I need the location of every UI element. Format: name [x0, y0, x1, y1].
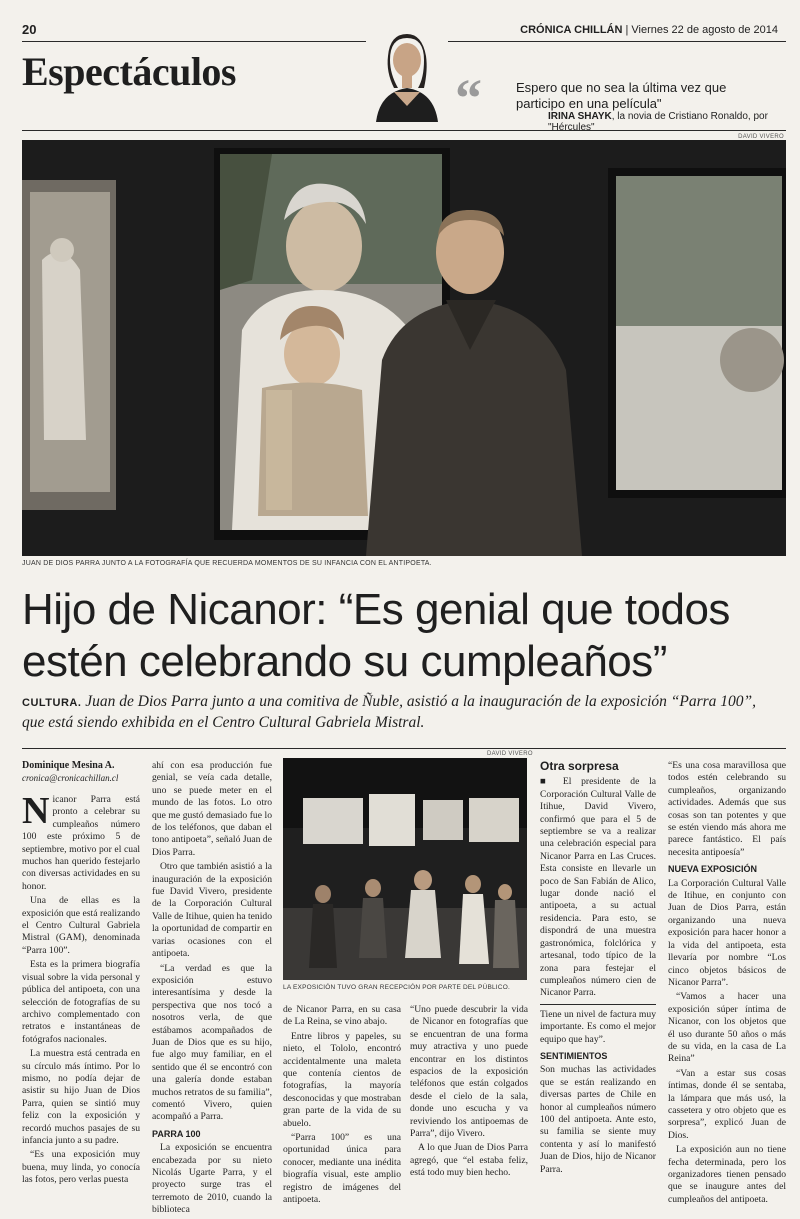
col4-paragraph-2: A lo que Juan de Dios Parra agregó, que “el estaba feliz, está todo muy bien hecho.: [410, 1142, 528, 1179]
col1-paragraph-4: La muestra está centrada en su círculo más íntimo. Por lo mismo, no podía dejar de asistir su hijo Juan de Dios Parra, quien se sintió muy feliz con la exposición y recordó muchos pasajes de su infancia junto a su padre.: [22, 1048, 140, 1146]
deck-rule: [22, 748, 786, 749]
column-2: [152, 760, 272, 1219]
col3-paragraph-1: de Nicanor Parra, en su casa de La Reina, se vino abajo.: [283, 1004, 401, 1028]
pullquote-attr-rest: , la novia de Cristiano Ronaldo, por "Hércules": [548, 111, 768, 133]
sidebar-heading: Otra sorpresa: [540, 759, 619, 773]
col5-paragraph-1: ■ El presidente de la Corporación Cultural Valle de Itihue, David Vivero, confirmó que para el 5 de septiembre se va a realizar una celebración especial para Nicanor Parra en Las Cruces. Esta consiste en llevarle un poco de San Fabián de Alico, lugar donde nació el antipoeta, a su actual residencia. Para esto, se dispondrá de una muestra gastronómica, folclórica y artesanal, todo típico de la zona para festejar el cumpleaños número cien de Nicanor Parra.: [540, 776, 657, 999]
column-5: [540, 760, 656, 1178]
col6-paragraph-2: La Corporación Cultural Valle de Itihue, en conjunto con Juan de Dios Parra, están organizando una nueva exposición para hacer honor a la vida del antipoeta, esta llevaría por nombre “Los cinco objetos básicos de Nicanor Parra”.: [668, 877, 786, 988]
byline-email: cronica@cronicachillan.cl: [22, 773, 119, 783]
pullquote-name: IRINA SHAYK: [548, 111, 612, 122]
byline-author: Dominique Mesina A.: [22, 760, 115, 771]
col5-subhead: SENTIMIENTOS: [540, 1050, 608, 1061]
main-photo-caption: JUAN DE DIOS PARRA JUNTO A LA FOTOGRAFÍA QUE RECUERDA MOMENTOS DE SU INFANCIA CON EL ANTIPOETA.: [22, 560, 432, 567]
column-1: [22, 790, 140, 1189]
col2-subhead: PARRA 100: [152, 1128, 201, 1139]
masthead-paper: CRÓNICA CHILLÁN: [520, 24, 623, 36]
second-photo-caption: LA EXPOSICIÓN TUVO GRAN RECEPCIÓN POR PARTE DEL PÚBLICO.: [283, 984, 510, 991]
column-6: [668, 760, 786, 1208]
column-4: [410, 1004, 528, 1182]
col6-paragraph-5: La exposición aun no tiene fecha determinada, pero los organizadores tienen pensado que se inaugure antes del cumpleaños del antipoeta.: [668, 1144, 786, 1205]
headline-line-1: Hijo de Nicanor: “Es genial que todos: [22, 585, 730, 634]
pullquote-text: Espero que no sea la última vez que participo en una película": [516, 80, 727, 111]
deck-kicker: CULTURA.: [22, 697, 82, 709]
col6-subhead: NUEVA EXPOSICIÓN: [668, 864, 758, 875]
col1-paragraph-2: Una de ellas es la exposición que está realizando el Centro Cultural Gabriela Mistral (GAM), denominada “Parra 100”.: [22, 895, 140, 956]
col6-paragraph-4: “Van a estar sus cosas íntimas, donde él se sentaba, la lámpara que más usó, la cassetera y otro objeto que es sorpresa”, explicó Juan de Dios.: [668, 1067, 786, 1141]
section-title: Espectáculos: [22, 49, 236, 94]
pullquote-attribution: [548, 111, 800, 133]
masthead: CRÓNICA CHILLÁN | Viernes 22 de agosto de 2014: [520, 24, 778, 36]
bullet-icon: ■: [540, 776, 563, 788]
page-number: 20: [22, 22, 37, 37]
col1-paragraph-1: Nicanor Parra está pronto a celebrar su cumpleaños número 100 este próximo 5 de septiembre, motivo por el cual muchos han querido festejarlo con diversas actividades en su honor.: [22, 790, 140, 892]
col3-paragraph-3: “Parra 100” es una oportunidad única para conocer, mediante una inédita biografía visual, este amplio registro de imágenes del antipoeta.: [283, 1132, 401, 1206]
headline-line-2: estén celebrando su cumpleaños”: [22, 637, 667, 686]
dropcap: N: [22, 790, 50, 832]
column-3: [283, 1004, 401, 1209]
masthead-date: Viernes 22 de agosto de 2014: [631, 24, 778, 36]
col4-paragraph-1: “Uno puede descubrir la vida de Nicanor en fotografías que se encuentran de una forma muy atractiva y uno puede encontrar en los distintos espacios de la exposición teléfonos que están colgados desde el cielo de la sala, donde uno escucha y va reviviendo los antipoemas de Parra”, dijo Vivero.: [410, 1004, 528, 1140]
col2-paragraph-4: La exposición se encuentra encabezada por su nieto Nicolás Ugarte Parra, y el proyecto surge tras el terremoto de 2010, cuando la biblioteca: [152, 1142, 272, 1216]
col2-paragraph-1: ahí con esa producción fue genial, se veía cada detalle, uno se puede meter en el mundo de las fotos. Lo otro que me gustó demasiado fue lo de los teléfonos, que daban el tono antipoeta”, señaló Juan de Dios Parra.: [152, 760, 272, 858]
col1-paragraph-5: “Es una exposición muy buena, muy linda, yo conocía las fotos, pero verlas puesta: [22, 1149, 140, 1186]
col2-paragraph-3: “La verdad es que la exposición estuvo interesantísima y desde la perspectiva que nos tocó a nosotros verla, de que estábamos acompañados de Juan de Dios que es su hijo, fue algo muy familiar, en el sentido que él se encontró con una galería donde estaban muchos retratos de su familia”, comentó Vivero, quien acompañó a Parra.: [152, 962, 272, 1123]
irina-shayk-portrait: [366, 30, 448, 122]
col1-paragraph-3: Esta es la primera biografía visual sobre la vida personal y pública del antipoeta, con una selección de fotografías de su archivo complementado con retratos e instantáneas de fotógrafos nacionales.: [22, 959, 140, 1045]
col2-paragraph-2: Otro que también asistió a la inauguración de la exposición fue David Vivero, presidente de la Corporación Cultural Valle de Itihue, quien ha tenido la oportunidad de compartir en varias ocasiones con el antipoeta.: [152, 861, 272, 960]
sidebar-rule: [540, 1004, 656, 1005]
second-photo-credit: DAVID VIVERO: [487, 751, 533, 757]
col6-paragraph-1: “Es una cosa maravillosa que todos estén celebrando su cumpleaños, organizando actividades. Además que sus cosas son tan potentes y que se estén viendo más ahora me parece fantástico. El país necesita antipoesía”: [668, 760, 786, 858]
quote-mark-icon: “: [455, 68, 482, 128]
col5-paragraph-3: Son muchas las actividades que se están realizando en diversas partes de Chile en honor al cumpleaños número 100 del antipoeta. Ante esto, su familia se siente muy contenta y así lo manifestó Juan de Dios, hijo de Nicanor Parra.: [540, 1064, 656, 1175]
main-photo-credit: DAVID VIVERO: [738, 134, 784, 140]
col3-paragraph-2: Entre libros y papeles, su nieto, el Tololo, encontró accidentalmente una maleta que contenía cientos de fotografías, la mayoría desconocidas y que mostraban gran parte de la vida de su abuelo.: [283, 1030, 401, 1129]
exhibition-photo: [283, 758, 527, 980]
col6-paragraph-3: “Vamos a hacer una exposición súper íntima de Nicanor, con los objetos que él uso durante 50 años o más de su vida, en la casa de La Reina”: [668, 991, 786, 1065]
headline: [22, 584, 782, 688]
article-deck: [22, 692, 782, 733]
main-photo: [22, 140, 786, 556]
deck-text: Juan de Dios Parra junto a una comitiva de Ñuble, asistió a la inauguración de la exposición “Parra 100”, que está siendo exhibida en el Centro Cultural Gabriela Mistral.: [22, 693, 757, 731]
col5-paragraph-2: Tiene un nivel de factura muy importante. Es como el mejor equipo que hay”.: [540, 1008, 656, 1045]
